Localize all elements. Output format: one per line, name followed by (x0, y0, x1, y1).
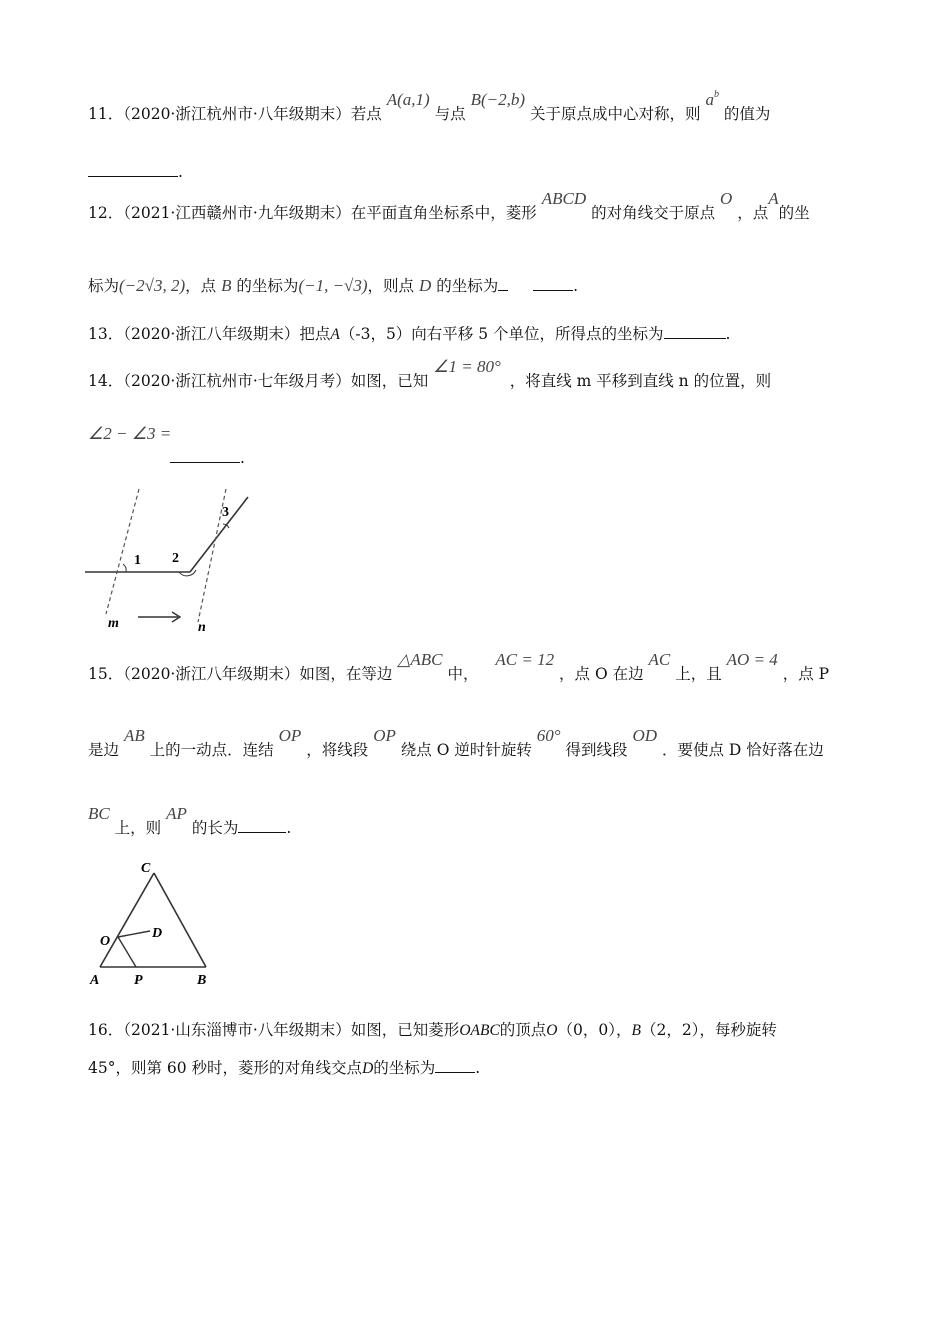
q12-text: 的对角线交于原点 (591, 204, 716, 222)
q12-coord-a: (−2√3, 2) (119, 276, 186, 295)
q11-power-exp: b (713, 89, 719, 100)
answer-blank[interactable] (88, 162, 178, 177)
angle-2-arc (179, 570, 196, 576)
q14-number: 14． (88, 372, 124, 390)
q15-line3 (88, 804, 292, 838)
period: . (178, 163, 183, 181)
q13-line1 (88, 324, 730, 345)
label-2: 2 (172, 551, 179, 566)
answer-blank[interactable] (435, 1058, 475, 1073)
segment-od (118, 931, 150, 937)
q14-angle-expr: ∠1 = 80° (433, 357, 501, 376)
label-a: A (90, 973, 100, 988)
q16-text: 45°，则第 60 秒时，菱形的对角线交点 (88, 1059, 363, 1077)
q12-text: 在平面直角坐标系中，菱形 (350, 204, 537, 222)
q12-coord-b: (−1, −√3) (298, 276, 368, 295)
q15-text: 如图，在等边 (299, 665, 393, 683)
q14-line2 (88, 424, 172, 458)
q15-segment-od: OD (632, 726, 658, 745)
q12-text: 的坐标为 (436, 277, 499, 295)
q15-side-ac: AC (648, 650, 671, 669)
q12-rhombus: ABCD (541, 189, 587, 208)
q15-segment-ap: AP (166, 804, 187, 823)
label-d: D (152, 926, 163, 941)
label-o: O (100, 934, 111, 949)
label-3: 3 (222, 505, 229, 520)
q16-text: 的顶点 (499, 1021, 547, 1039)
q11-line1 (88, 89, 771, 127)
period: . (475, 1059, 481, 1077)
q12-text: 的坐 (778, 204, 810, 222)
q12-text: 标为 (88, 277, 120, 295)
answer-blank[interactable] (533, 276, 573, 291)
label-b: B (197, 973, 207, 988)
answer-blank[interactable] (664, 324, 726, 339)
q12-text: 的坐标为 (236, 277, 299, 295)
q15-ao-length: AO = 4 (726, 650, 778, 669)
segment-op (118, 937, 136, 967)
q14-figure (82, 484, 282, 644)
q15-number: 15． (88, 665, 124, 683)
q15-text: 是边 (88, 741, 120, 759)
period: . (573, 277, 579, 295)
q11-text: 的值为 (723, 105, 771, 123)
label-c: C (141, 861, 151, 876)
period: . (240, 449, 245, 467)
q11-power-expr (705, 90, 719, 109)
side-bc (154, 873, 206, 967)
q14-source: （2020·浙江杭州市·七年级月考） (123, 372, 351, 390)
q14-line1 (88, 357, 772, 391)
label-m: m (108, 616, 119, 631)
q11-point-a: A(a,1) (386, 90, 430, 109)
slanted-line (190, 497, 248, 572)
q11-text: 与点 (434, 105, 466, 123)
q15-segment-op: OP (373, 726, 396, 745)
q12-point-a: A (768, 189, 779, 208)
q16-text: （0，0）， (557, 1021, 632, 1039)
q13-number: 13． (88, 325, 124, 343)
q15-rotation-angle: 60° (536, 726, 561, 745)
q15-text: ，点 O 在边 (559, 665, 644, 683)
q15-text: 上，则 (114, 819, 162, 837)
q11-text: 若点 (350, 105, 382, 123)
answer-blank[interactable] (170, 448, 240, 463)
q11-power-base: a (705, 90, 714, 109)
label-n: n (198, 620, 206, 635)
q12-number: 12． (88, 204, 124, 222)
q16-text: （2，2），每秒旋转 (640, 1021, 777, 1039)
q15-text: 绕点 O 逆时针旋转 (400, 741, 532, 759)
q11-line2 (88, 162, 183, 182)
q13-point-a: A (330, 326, 340, 343)
q15-text: 得到线段 (565, 741, 628, 759)
q13-text: 把点 (299, 325, 331, 343)
angle-1-arc (123, 564, 126, 572)
q16-point-d: D (362, 1060, 374, 1077)
q12-line2 (88, 276, 578, 296)
q12-point-d: D (419, 276, 432, 295)
q15-text: 中， (447, 665, 479, 683)
q12-origin: O (720, 189, 733, 208)
q14-text: 如图，已知 (350, 372, 429, 390)
period: . (286, 819, 292, 837)
q12-source: （2021·江西赣州市·九年级期末） (123, 204, 351, 222)
q16-rhombus: OABC (459, 1022, 500, 1039)
q12-text: ，点 (185, 277, 217, 295)
answer-blank[interactable] (238, 818, 286, 833)
q15-text: 上，且 (675, 665, 722, 683)
q15-source: （2020·浙江八年级期末） (123, 665, 300, 683)
q14-text: ，将直线 m 平移到直线 n 的位置，则 (509, 372, 772, 390)
q16-line1 (88, 1020, 777, 1041)
q12-line1 (88, 189, 810, 223)
q11-source: （2020·浙江杭州市·八年级期末） (123, 105, 351, 123)
q15-text: ，将线段 (306, 741, 369, 759)
q12-text: ，则点 (367, 277, 415, 295)
q15-line1 (88, 650, 830, 684)
q15-text: 上的一动点．连结 (149, 741, 274, 759)
q11-number: 11． (88, 105, 124, 123)
q12-point-b: B (221, 276, 232, 295)
q15-triangle: △ABC (397, 650, 443, 669)
q15-side-ab: AB (123, 726, 145, 745)
q15-side-bc: BC (88, 804, 110, 823)
q15-figure (84, 854, 234, 994)
q13-source: （2020·浙江八年级期末） (123, 325, 300, 343)
q14-line3 (170, 448, 245, 468)
q15-text: ，点 P (782, 665, 830, 683)
q15-segment-op: OP (278, 726, 302, 745)
q14-angle-diff-expr: ∠2 − ∠3 = (88, 424, 172, 443)
q11-text: 关于原点成中心对称，则 (529, 105, 701, 123)
q12-text: ，点 (737, 204, 769, 222)
q15-text: ．要使点 D 恰好落在边 (662, 741, 824, 759)
answer-blank[interactable] (498, 276, 508, 291)
q16-point-o: O (546, 1022, 558, 1039)
label-p: P (134, 973, 143, 988)
q15-line2 (88, 726, 824, 760)
q16-text: 如图，已知菱形 (350, 1021, 460, 1039)
q11-point-b: B(−2,b) (470, 90, 526, 109)
label-1: 1 (134, 553, 141, 568)
q16-number: 16． (88, 1021, 124, 1039)
q15-text: 的长为 (191, 819, 239, 837)
q16-source: （2021·山东淄博市·八年级期末） (123, 1021, 351, 1039)
q15-ac-length: AC = 12 (495, 650, 555, 669)
q16-point-b: B (631, 1022, 641, 1039)
period: . (725, 325, 731, 343)
q13-text: （-3，5）向右平移 5 个单位，所得点的坐标为 (339, 325, 664, 343)
q16-text: 的坐标为 (373, 1059, 436, 1077)
line-m (106, 489, 139, 614)
q16-line2 (88, 1058, 480, 1079)
